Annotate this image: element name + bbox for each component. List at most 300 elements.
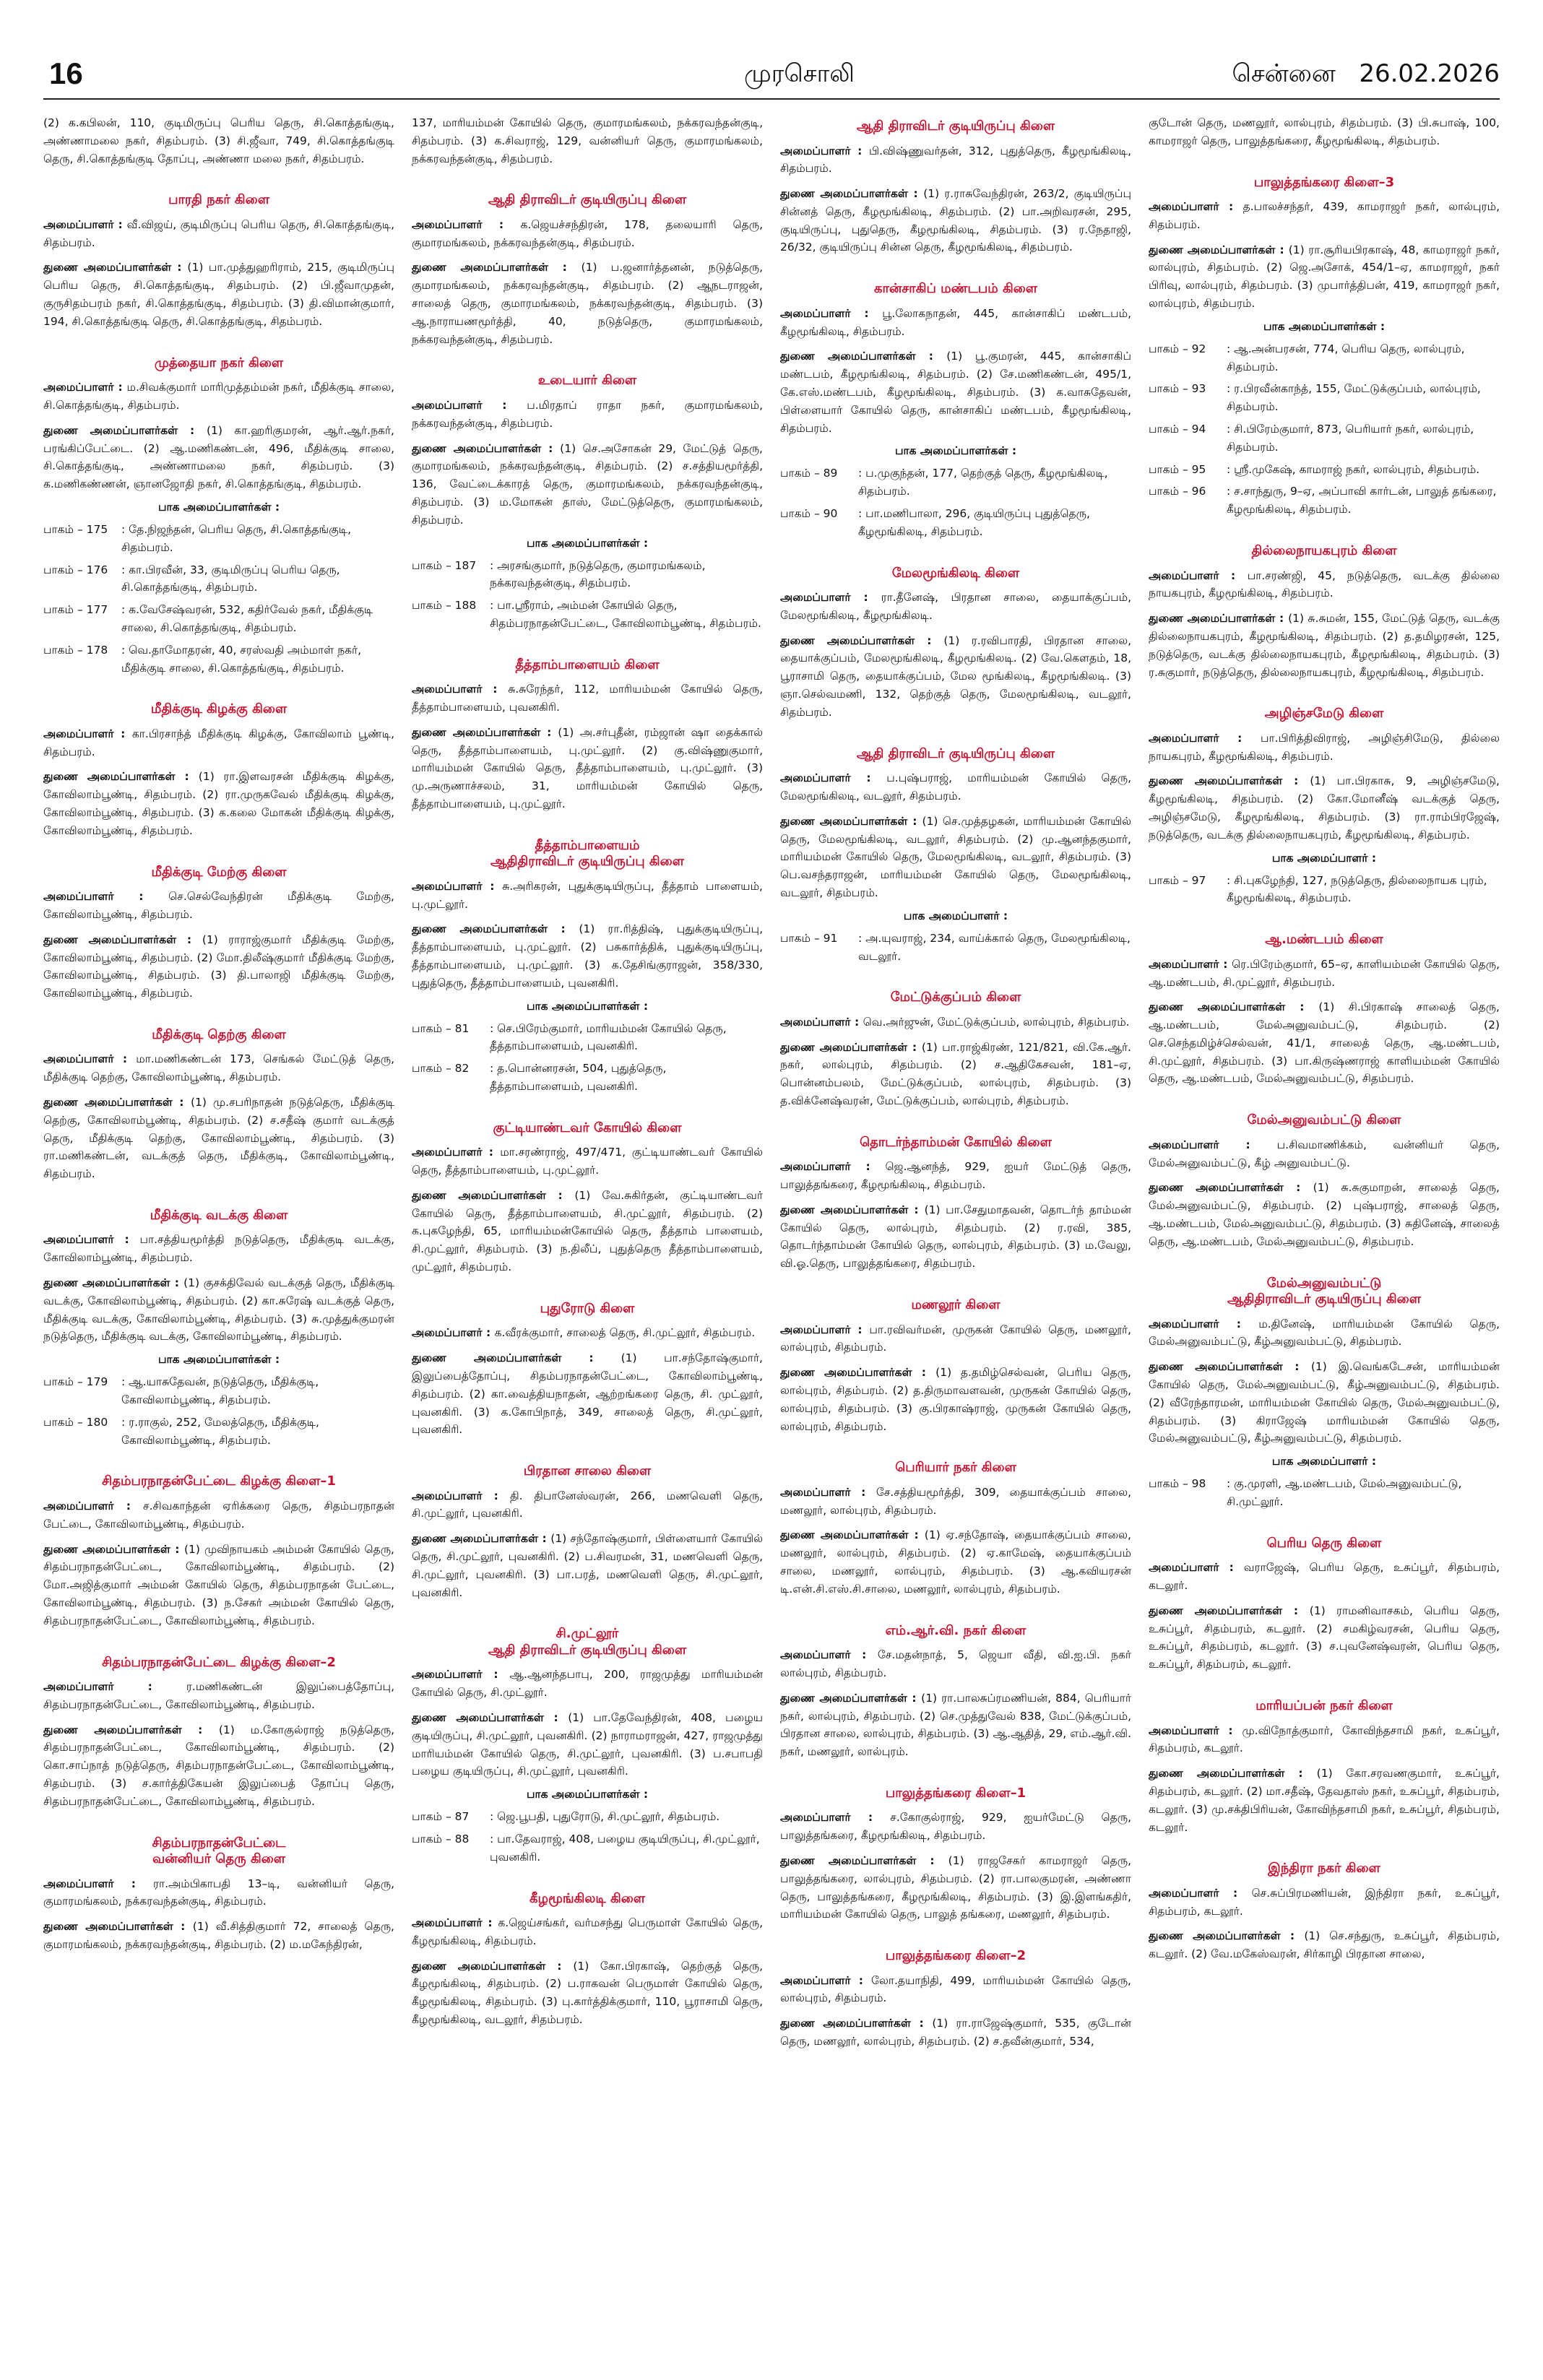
entry-text: (1) சு.சுகுமாறன், சாலைத் தெரு, மேல்அனுவம்பட்டு, சிதம்பரம். (2) புஷ்பராஜ், சாலைத் தெரு, ஆ.மண்டபம், மேல்அனுவம்பட்டு, சிதம்பரம். (3) சுதினேஷ், சாலைத் தெரு, ஆ.மண்டபம், மேல்அனுவம்பட்டு, சிதம்பரம். bbox=[1149, 1181, 1500, 1248]
entry-text: (1) கோ.சரவணகுமார், உசுப்பூர், சிதம்பரம், கடலூர். (2) மா.சதீஷ், தேவதாஸ் நகர், உசுப்பூர், சிதம்பரம், கடலூர். (3) மு.சக்திபிரியன், கோவிந்தசாமி நகர், உசுப்பூர், சிதம்பரம், கடலூர். bbox=[1149, 1767, 1500, 1834]
booth-organiser: : பா.மணிபாலா, 296, குடியிருப்பு புதுத்தெரு, கீழமூங்கிலடி, சிதம்பரம். bbox=[858, 506, 1090, 538]
sub-heading: பாக அமைப்பாளர்கள் : bbox=[157, 1353, 280, 1367]
entry-text: (1) பூ.குமரன், 445, கான்சாகிப் மண்டபம், கீழமூங்கிலடி, சிதம்பரம். (2) சே.மணிகண்டன், 495/1, கே.எஸ்.மண்டபம், கீழமூங்கிலடி, சிதம்பரம். (3) க.வாசுதேவன், பிள்ளையார் கோயில் தெரு, கான்சாகிப் மண்டபம், கீழமூங்கிலடி, சிதம்பரம். bbox=[780, 350, 1131, 435]
branch-heading bbox=[43, 1655, 394, 1671]
branch-heading bbox=[780, 1948, 1131, 1965]
entry-paragraph bbox=[43, 114, 394, 168]
branch-heading bbox=[43, 701, 394, 718]
booth-number: பாகம் – 175 bbox=[43, 522, 108, 536]
role-label: அமைப்பாளர் : bbox=[1149, 568, 1248, 582]
branch-heading-line: மணலூர் கிளை bbox=[911, 1297, 1000, 1313]
entry-paragraph bbox=[43, 1541, 394, 1630]
entry-paragraph bbox=[412, 1914, 763, 1950]
role-label: அமைப்பாளர் : bbox=[43, 727, 132, 740]
role-label: துணை அமைப்பாளர்கள் : bbox=[43, 261, 188, 274]
role-label: அமைப்பாளர் : bbox=[1149, 1561, 1244, 1575]
entry-text: மு.விநோத்குமார், கோவிந்தசாமி நகர், உசுப்பூர், சிதம்பரம், கடலூர். bbox=[1149, 1723, 1500, 1755]
branch-heading-line: மீதிக்குடி கிழக்கு கிளை bbox=[150, 701, 288, 717]
role-label: அமைப்பாளர் : bbox=[1149, 731, 1261, 745]
role-label: அமைப்பாளர் : bbox=[780, 591, 881, 605]
booth-number: பாகம் – 93 bbox=[1149, 382, 1206, 396]
role-label: துணை அமைப்பாளர்கள் : bbox=[43, 770, 199, 784]
entry-paragraph bbox=[412, 397, 763, 433]
branch-block bbox=[780, 1948, 1131, 2051]
entry-text: (1) பா.ராஜ்கிரண், 121/821, வி.கே.ஆர். நகர், லால்புரம், சிதம்பரம். (2) ச.ஆதிகேசவன், 181–ஏ, பொன்னம்பலம், மேட்டுக்குப்பம், லால்புரம், சிதம்பரம். (3) த.விக்னேஷ்வரன், மேட்டுக்குப்பம், லால்புரம், சிதம்பரம். bbox=[780, 1040, 1131, 1107]
entry-text: (1) ரா.பாலசுப்ரமணியன், 884, பெரியார் நகர், லால்புரம், சிதம்பரம். (2) செ.முத்துவேல் 838, மேட்டுக்குப்பம், பிரதான சாலை, லால்புரம், சிதம்பரம். (3) ஆ.ஆதித், 29, எம்.ஆர்.வி. நகர், மணலூர், லால்புரம். bbox=[780, 1691, 1131, 1759]
booth-organiser: : வெ.தாமோதரன், 40, சரஸ்வதி அம்மாள் நகர், மீதிக்குடி சாலை, சி.கொத்தங்குடி, சிதம்பரம். bbox=[121, 643, 362, 675]
branch-block bbox=[1149, 1698, 1500, 1836]
role-label: அமைப்பாளர் : bbox=[780, 1973, 871, 1987]
role-label: துணை அமைப்பாளர்கள் : bbox=[1149, 1604, 1310, 1617]
branch-block bbox=[1149, 706, 1500, 907]
branch-heading bbox=[43, 1474, 394, 1490]
sub-heading: பாக அமைப்பாளர்கள் : bbox=[526, 999, 649, 1013]
branch-block bbox=[412, 1120, 763, 1276]
branch-heading-line: பாலுத்தங்கரை கிளை–3 bbox=[1253, 174, 1395, 190]
entry-paragraph bbox=[1149, 998, 1500, 1088]
booth-organiser: : சி.பிரேம்குமார், 873, பெரியார் நகர், லால்புரம், சிதம்பரம். bbox=[1227, 423, 1474, 454]
role-label: அமைப்பாளர் : bbox=[43, 1052, 137, 1066]
role-label: துணை அமைப்பாளர்கள் : bbox=[412, 922, 579, 936]
branch-block bbox=[1149, 114, 1500, 150]
booth-number: பாகம் – 180 bbox=[43, 1415, 108, 1429]
entry-text: (1) ஏ.சந்தோஷ், தையாக்குப்பம் சாலை, மணலூர், லால்புரம், சிதம்பரம். (2) ஏ.காமேஷ், தையாக்குப்பம் சாலை, மணலூர், லால்புரம், சிதம்பரம். (3) ஆ.கவியரசன் டி.என்.சி.எஸ்.சி.சாலை, மணலூர், லால்புரம், சிதம்பரம். bbox=[780, 1528, 1131, 1596]
sub-heading: பாக அமைப்பாளர்கள் : bbox=[894, 444, 1017, 458]
entry-paragraph bbox=[1149, 772, 1500, 844]
entry-paragraph bbox=[412, 1143, 763, 1180]
branch-block bbox=[780, 1297, 1131, 1435]
booth-organiser: : கு.முரளி, ஆ.மண்டபம், மேல்அனுவம்பட்டு, சி.முட்லூர். bbox=[1227, 1477, 1462, 1508]
branch-heading-line: வன்னியர் தெரு கிளை bbox=[152, 1851, 286, 1867]
branch-heading bbox=[412, 1120, 763, 1137]
booth-number: பாகம் – 87 bbox=[412, 1810, 470, 1824]
entry-paragraph bbox=[780, 1972, 1131, 2008]
entry-text: (1) ரா.ராஜேஷ்குமார், 535, குடோன் தெரு, மணலூர், லால்புரம், சிதம்பரம். (2) ச.தவீன்குமார், 534, bbox=[780, 2017, 1131, 2048]
entry-paragraph bbox=[412, 216, 763, 252]
booth-number: பாகம் – 96 bbox=[1149, 485, 1206, 498]
article-columns bbox=[43, 114, 1500, 2360]
role-label: துணை அமைப்பாளர்கள் : bbox=[412, 261, 582, 274]
entry-paragraph bbox=[780, 1201, 1131, 1273]
entry-paragraph bbox=[780, 1809, 1131, 1845]
branch-heading-line: மாரியப்பன் நகர் கிளை bbox=[1255, 1698, 1393, 1714]
entry-text: பா.சரண்ஜி, 45, நடுத்தெரு, வடக்கு தில்லை நாயகபுரம், கீழமூங்கிலடி, சிதம்பரம். bbox=[1149, 568, 1500, 600]
booth-number: பாகம் – 176 bbox=[43, 563, 108, 576]
booth-row bbox=[780, 505, 1131, 541]
branch-heading-line: மீதிக்குடி தெற்கு கிளை bbox=[152, 1026, 286, 1042]
entry-paragraph bbox=[780, 632, 1131, 722]
entry-paragraph bbox=[780, 1013, 1131, 1031]
branch-heading bbox=[1149, 1276, 1500, 1308]
branch-heading bbox=[412, 657, 763, 674]
role-label: அமைப்பாளர் : bbox=[412, 1326, 495, 1340]
entry-text: க.ஜெயச்சந்திரன், 178, தலையாரி தெரு, குமாரமங்கலம், நக்கரவந்தன்குடி, சிதம்பரம். bbox=[412, 217, 763, 249]
booth-row bbox=[1149, 420, 1500, 456]
entry-text: சே.சத்தியமூர்த்தி, 309, தையாக்குப்பம் சாலை, மணலூர், லால்புரம், சிதம்பரம். bbox=[780, 1485, 1131, 1517]
role-label: துணை அமைப்பாளர்கள் : bbox=[780, 187, 924, 201]
branch-heading bbox=[1149, 932, 1500, 948]
branch-heading bbox=[780, 566, 1131, 582]
booth-row bbox=[1149, 461, 1500, 479]
branch-block bbox=[1149, 1112, 1500, 1250]
branch-heading-line: சி.முட்லூர் bbox=[556, 1626, 619, 1642]
branch-heading bbox=[1149, 1861, 1500, 1877]
branch-heading bbox=[1149, 1112, 1500, 1129]
entry-paragraph bbox=[43, 216, 394, 252]
branch-heading bbox=[412, 1891, 763, 1908]
branch-block bbox=[1149, 1861, 1500, 1963]
branch-block bbox=[1149, 175, 1500, 519]
role-label: துணை அமைப்பாளர்கள் : bbox=[1149, 1767, 1317, 1780]
entry-paragraph bbox=[43, 1918, 394, 1954]
entry-text: (1) வீ.சித்திகுமார் 72, சாலைத் தெரு, குமாரமங்கலம், நக்கரவந்தன்குடி, சிதம்பரம். (2) ம.மகேந்திரன், bbox=[43, 1920, 394, 1951]
booth-number: பாகம் – 97 bbox=[1149, 873, 1206, 887]
branch-heading-line: மேல்அனுவம்பட்டு bbox=[1266, 1275, 1382, 1291]
branch-block bbox=[43, 355, 394, 678]
entry-paragraph bbox=[780, 1646, 1131, 1682]
branch-heading bbox=[1149, 706, 1500, 722]
entry-paragraph bbox=[412, 1349, 763, 1439]
entry-paragraph bbox=[43, 888, 394, 924]
sub-heading: பாக அமைப்பாளர் : bbox=[1271, 851, 1377, 865]
role-label: துணை அமைப்பாளர்கள் : bbox=[412, 441, 561, 455]
entry-paragraph bbox=[780, 769, 1131, 805]
role-label: அமைப்பாளர் : bbox=[1149, 1317, 1259, 1330]
role-label: துணை அமைப்பாளர்கள் : bbox=[43, 1095, 191, 1109]
entry-paragraph bbox=[780, 2015, 1131, 2051]
branch-heading-line: ஆதி திராவிடர் குடியிருப்பு கிளை bbox=[488, 1642, 687, 1658]
branch-heading bbox=[43, 192, 394, 209]
role-label: அமைப்பாளர் : bbox=[43, 1877, 154, 1890]
role-label: அமைப்பாளர் : bbox=[780, 1811, 891, 1825]
branch-block bbox=[780, 990, 1131, 1109]
branch-heading-line: சிதம்பரநாதன்பேட்டை கிழக்கு கிளை–2 bbox=[102, 1654, 336, 1670]
branch-block bbox=[43, 192, 394, 330]
role-label: அமைப்பாளர் : bbox=[780, 1015, 863, 1029]
role-label: அமைப்பாளர் : bbox=[412, 683, 509, 696]
entry-text: செ.சுப்பிரமணியன், இந்திரா நகர், உசுப்பூர், சிதம்பரம், கடலூர். bbox=[1149, 1886, 1500, 1918]
role-label: துணை அமைப்பாளர்கள் : bbox=[780, 633, 944, 647]
booth-organiser: : த.பொன்னரசன், 504, புதுத்தெரு, தீத்தாம்பாளையம், புவனகிரி. bbox=[490, 1062, 667, 1093]
entry-paragraph bbox=[43, 1050, 394, 1086]
entry-text: பூ.லோகநாதன், 445, கான்சாகிப் மண்டபம், கீழமூங்கிலடி, சிதம்பரம். bbox=[780, 306, 1131, 338]
sub-heading: பாக அமைப்பாளர்கள் : bbox=[526, 1788, 649, 1801]
booth-organiser: : செ.பிரேம்குமார், மாரியம்மன் கோயில் தெரு, தீத்தாம்பாளையம், புவனகிரி. bbox=[490, 1021, 727, 1053]
entry-text: (1) குசக்திவேல் வடக்குத் தெரு, மீதிக்குடி வடக்கு, கோவிலாம்பூண்டி, சிதம்பரம். (2) கா.சுரேஷ் வடக்குத் தெரு, மீதிக்குடி வடக்கு, கோவிலாம்பூண்டி, சிதம்பரம். (3) சு.முத்துக்குமரன் நடுத்தெரு, மீதிக்குடி வடக்கு, கோவிலாம்பூண்டி, சிதம்பரம். bbox=[43, 1276, 394, 1343]
column-2 bbox=[412, 114, 763, 2360]
entry-text: ச.கோகுல்ராஜ், 929, ஐயர்மேட்டு தெரு, பாலுத்தங்கரை, கீழமூங்கிலடி, சிதம்பரம். bbox=[780, 1811, 1131, 1843]
entry-paragraph bbox=[1149, 956, 1500, 992]
entry-text: (1) ம.கோகுல்ராஜ் நடுத்தெரு, சிதம்பரநாதன்பேட்டை, கோவிலாம்பூண்டி, சிதம்பரம். (2) கொ.சாப்நாத் நடுத்தெரு, சிதம்பரநாதன்பேட்டை, கோவிலாம்பூண்டி, சிதம்பரம். (3) ச.கார்த்திகேயன் இலுப்பைத் தோப்பு தெரு, சிதம்பரநாதன்பேட்டை, கோவிலாம்பூண்டி, சிதம்பரம். bbox=[43, 1723, 394, 1808]
header-rule bbox=[43, 98, 1500, 100]
role-label: துணை அமைப்பாளர்கள் : bbox=[43, 423, 207, 437]
entry-paragraph bbox=[780, 1321, 1131, 1357]
branch-block bbox=[780, 566, 1131, 722]
sub-heading: பாக அமைப்பாளர்கள் : bbox=[1263, 319, 1386, 333]
role-label: அமைப்பாளர் : bbox=[780, 144, 869, 157]
booth-row bbox=[780, 930, 1131, 966]
entry-text: வீ.விஜய், குடிமிருப்பு பெரிய தெரு, சி.கொத்தங்குடி, சிதம்பரம். bbox=[43, 217, 394, 249]
role-label: அமைப்பாளர் : bbox=[1149, 1886, 1252, 1900]
entry-text: ஜெ.ஆனந்த், 929, ஐயர் மேட்டுத் தெரு, பாலுத்தங்கரை, கீழமூங்கிலடி, சிதம்பரம். bbox=[780, 1160, 1131, 1192]
entry-paragraph bbox=[1149, 1358, 1500, 1448]
city: சென்னை bbox=[1232, 59, 1336, 88]
column-4 bbox=[1149, 114, 1500, 2360]
entry-text: ரா.தீனேஷ், பிரதான சாலை, தையாக்குப்பம், மேலமூங்கிலடி, கீழமூங்கிலடி. bbox=[780, 591, 1131, 622]
entry-text: ம.தினேஷ், மாரியம்மன் கோயில் தெரு, மேல்அனுவம்பட்டு, கீழ்அனுவம்பட்டு, சிதம்பரம். bbox=[1149, 1317, 1500, 1349]
booth-row bbox=[43, 1373, 394, 1409]
branch-block bbox=[412, 1891, 763, 2029]
entry-paragraph bbox=[412, 114, 763, 168]
booth-number: பாகம் – 92 bbox=[1149, 342, 1206, 355]
branch-block bbox=[412, 1301, 763, 1439]
role-label: துணை அமைப்பாளர்கள் : bbox=[1149, 1929, 1305, 1943]
sub-heading: பாக அமைப்பாளர் : bbox=[903, 909, 1008, 922]
branch-block bbox=[780, 1623, 1131, 1761]
entry-paragraph bbox=[1149, 730, 1500, 766]
entry-text: சு.சுரேந்தர், 112, மாரியம்மன் கோயில் தெரு, தீத்தாம்பாளையம், புவனகிரி. bbox=[412, 683, 763, 714]
branch-heading bbox=[780, 1135, 1131, 1151]
branch-heading-line: மீதிக்குடி மேற்கு கிளை bbox=[151, 864, 287, 880]
sub-heading: பாக அமைப்பாளர்கள் : bbox=[157, 500, 280, 514]
entry-paragraph bbox=[780, 813, 1131, 902]
booth-organiser: : ஜெ.பூபதி, புதுரோடு, சி.முட்லூர், சிதம்பரம். bbox=[490, 1810, 720, 1824]
branch-heading bbox=[412, 373, 763, 389]
branch-heading bbox=[1149, 1536, 1500, 1552]
branch-heading-line: பிரதான சாலை கிளை bbox=[523, 1463, 652, 1479]
entry-paragraph bbox=[780, 1364, 1131, 1435]
entry-paragraph bbox=[780, 1158, 1131, 1194]
role-label: அமைப்பாளர் : bbox=[780, 1485, 876, 1499]
branch-heading bbox=[412, 1301, 763, 1317]
booth-organiser: : ப.முகுந்தன், 177, தெற்குத் தெரு, கீழமூங்கிலடி, சிதம்பரம். bbox=[858, 467, 1108, 498]
entry-text: மா.மணிகண்டன் 173, செங்கல் மேட்டுத் தெரு, மீதிக்குடி தெற்கு, கோவிலாம்பூண்டி, சிதம்பரம். bbox=[43, 1052, 394, 1084]
role-label: அமைப்பாளர் : bbox=[43, 1680, 186, 1694]
entry-paragraph bbox=[43, 259, 394, 330]
branch-block bbox=[412, 1463, 763, 1601]
branch-heading bbox=[43, 355, 394, 372]
column-3 bbox=[780, 114, 1131, 2360]
entry-text: (1) இ.வெங்கடேசன், மாரியம்மன் கோயில் தெரு, மேல்அனுவம்பட்டு, கீழ்அனுவம்பட்டு, சிதம்பரம். (2) வீரேந்தாரமன், மாரியம்மன் கோயில் தெரு, மேல்அனுவம்பட்டு, சிதம்பரம். (3) கிராஜேஷ் மாரியம்மன் கோயில் தெரு, மேல்அனுவம்பட்டு, கீழ்அனுவம்பட்டு, சிதம்பரம். bbox=[1149, 1360, 1500, 1445]
booth-number: பாகம் – 88 bbox=[412, 1832, 470, 1845]
entry-text: ப.சிவமாணிக்கம், வன்னியர் தெரு, மேல்அனுவம்பட்டு, கீழ் அனுவம்பட்டு. bbox=[1149, 1138, 1500, 1169]
branch-block bbox=[1149, 1276, 1500, 1511]
role-label: அமைப்பாளர் : bbox=[780, 306, 883, 320]
entry-text: (1) ராராஜ்குமார் மீதிக்குடி மேற்கு, கோவிலாம்பூண்டி, சிதம்பரம். (2) மோ.திலீஷ்குமார் மீதிக்குடி மேற்கு, கோவிலாம்பூண்டி, சிதம்பரம். (3) தி.பாலாஜி மீதிக்குடி மேற்கு, கோவிலாம்பூண்டி, சிதம்பரம். bbox=[43, 932, 394, 1000]
branch-heading-line: தில்லைநாயகபுரம் கிளை bbox=[1251, 543, 1397, 559]
branch-block bbox=[43, 1027, 394, 1183]
entry-text: (1) பா.முத்துஹரிராம், 215, குடிமிருப்பு பெரிய தெரு, சி.கொத்தங்குடி, சிதம்பரம். (2) பி.ஜீவாமுதன், குருசிதம்பரம் நகர், சி.கொத்தங்குடி, சிதம்பரம். (3) தி.விமான்குமார், 194, சி.கொத்தங்குடி தெரு, சி.கொத்தங்குடி, சிதம்பரம். bbox=[43, 261, 394, 328]
branch-heading-line: தொடர்ந்தாம்மன் கோயில் கிளை bbox=[860, 1134, 1052, 1150]
entry-text: ஆ.ஆனந்தபாபு, 200, ராஜமுத்து மாரியம்மன் கோயில் தெரு, சி.முட்லூர். bbox=[412, 1668, 763, 1700]
role-label: துணை அமைப்பாளர்கள் : bbox=[780, 1040, 922, 1054]
role-label: துணை அமைப்பாளர்கள் : bbox=[412, 1532, 551, 1546]
branch-heading-line: ஆதிதிராவிடர் குடியிருப்பு கிளை bbox=[490, 854, 684, 870]
branch-heading bbox=[780, 1786, 1131, 1802]
booth-row bbox=[412, 597, 763, 633]
role-label: அமைப்பாளர் : bbox=[1149, 200, 1243, 214]
branch-block bbox=[43, 1835, 394, 1954]
booth-organiser: : தே.நிஜந்தன், பெரிய தெரு, சி.கொத்தங்குடி, சிதம்பரம். bbox=[121, 522, 352, 554]
role-label: அமைப்பாளர் : bbox=[43, 217, 127, 231]
booth-row bbox=[412, 1060, 763, 1096]
branch-heading bbox=[780, 1623, 1131, 1640]
entry-text: ர.மணிகண்டன் இலுப்பைத்தோப்பு, சிதம்பரநாதன்பேட்டை, கோவிலாம்பூண்டி, சிதம்பரம். bbox=[43, 1680, 394, 1711]
role-label: துணை அமைப்பாளர்கள் : bbox=[43, 1276, 184, 1290]
entry-text: லோ.தயாநிதி, 499, மாரியம்மன் கோயில் தெரு, லால்புரம், சிதம்பரம். bbox=[780, 1973, 1131, 2005]
booth-organiser: : ச.சாந்துரு, 9–ஏ, அப்பாவி கார்டன், பாலுத் தங்கரை, கீழமூங்கிலடி, சிதம்பரம். bbox=[1227, 485, 1497, 516]
entry-paragraph bbox=[43, 1094, 394, 1183]
entry-text: 137, மாரியம்மன் கோயில் தெரு, குமாரமங்கலம், நக்கரவந்தன்குடி, சிதம்பரம். (3) க.சிவராஜ், 129, வன்னியர் தெரு, குமாரமங்கலம், நக்கரவந்தன்குடி, சிதம்பரம். bbox=[412, 116, 763, 165]
entry-text: பா.சத்தியமூர்த்தி நடுத்தெரு, மீதிக்குடி வடக்கு, கோவிலாம்பூண்டி, சிதம்பரம். bbox=[43, 1233, 394, 1265]
branch-block bbox=[412, 657, 763, 813]
branch-heading bbox=[43, 1027, 394, 1044]
entry-text: க.ஜெய்சங்கர், வர்மசந்து பெருமாள் கோயில் தெரு, கீழமூங்கிலடி, சிதம்பரம். bbox=[412, 1916, 763, 1947]
booth-organiser: : ர.பிரவீன்காந்த், 155, மேட்டுக்குப்பம், லால்புரம், சிதம்பரம். bbox=[1227, 382, 1481, 414]
date: 26.02.2026 bbox=[1359, 59, 1500, 88]
entry-paragraph bbox=[1149, 610, 1500, 681]
branch-heading-line: தீத்தாம்பாளையம் கிளை bbox=[515, 657, 660, 672]
entry-text: க.வீரக்குமார், சாலைத் தெரு, சி.முட்லூர், சிதம்பரம். bbox=[494, 1326, 756, 1340]
branch-heading-line: ஆதி திராவிடர் குடியிருப்பு கிளை bbox=[488, 192, 687, 208]
branch-heading bbox=[43, 1208, 394, 1224]
branch-block bbox=[43, 1474, 394, 1630]
role-label: அமைப்பாளர் : bbox=[780, 1323, 870, 1336]
entry-text: வராஜேஷ், பெரிய தெரு, உசுப்பூர், சிதம்பரம், கடலூர். bbox=[1149, 1561, 1500, 1593]
role-label: துணை அமைப்பாளர்கள் : bbox=[1149, 774, 1310, 788]
entry-text: (1) ர.ராசுவேந்திரன், 263/2, குடியிருப்பு சின்னத் தெரு, கீழமூங்கிலடி, சிதம்பரம். (2) பா.அறிவரசன், 295, குடியிருப்பு, புதுதெரு, கீழமூங்கிலடி, சிதம்பரம். (3) ர.நேதாஜி, 26/32, குடியிருப்பு சின்ன தெரு, கீழமூங்கிலடி, சிதம்பரம். bbox=[780, 187, 1131, 254]
role-label: துணை அமைப்பாளர்கள் : bbox=[780, 350, 947, 363]
entry-paragraph bbox=[1149, 241, 1500, 313]
entry-text: வெ.அர்ஜுன், மேட்டுக்குப்பம், லால்புரம், சிதம்பரம். bbox=[863, 1015, 1130, 1029]
role-label: துணை அமைப்பாளர்கள் : bbox=[1149, 1181, 1313, 1195]
sub-heading: பாக அமைப்பாளர் : bbox=[1271, 1455, 1377, 1468]
entry-paragraph bbox=[43, 378, 394, 415]
booth-number: பாகம் – 94 bbox=[1149, 423, 1206, 436]
branch-heading-line: மீதிக்குடி வடக்கு கிளை bbox=[150, 1207, 288, 1223]
role-label: அமைப்பாளர் : bbox=[412, 217, 521, 231]
entry-text: (1) மு.சபரிநாதன் நடுத்தெரு, மீதிக்குடி தெற்கு, கோவிலாம்பூண்டி, சிதம்பரம். (2) ச.சதீஷ் குமார் வடக்குத் தெரு, மீதிக்குடி தெற்கு, கோவிலாம்பூண்டி, சிதம்பரம். (3) ரா.மணிகண்டன், வடக்குத் தெரு, மீதிக்குடி, கோவிலாம்பூண்டி, சிதம்பரம். bbox=[43, 1095, 394, 1181]
booth-number: பாகம் – 187 bbox=[412, 558, 477, 572]
branch-heading bbox=[780, 118, 1131, 135]
branch-heading-line: தீத்தாம்பாளையம் bbox=[535, 837, 640, 853]
entry-text: (1) பா.சேதுமாதவன், தொடர்ந் தாம்மன் கோயில் தெரு, லால்புரம், சிதம்பரம். (2) ர.ரவி, 385, தொடர்ந்தாம்மன் கோயில் தெரு, லால்புரம், சிதம்பரம். (3) ம.வேலு, வி.ஓ.தெரு, பாலுத்தங்கரை, சிதம்பரம். bbox=[780, 1203, 1131, 1271]
branch-block bbox=[780, 118, 1131, 256]
entry-text: (1) முவிநாயகம் அம்மன் கோயில் தெரு, சிதம்பரநாதன்பேட்டை, கோவிலாம்பூண்டி, சிதம்பரம். (2) மோ.அஜித்குமார் அம்மன் கோயில் தெரு, சிதம்பரநாதன் பேட்டை, கோவிலாம்பூண்டி, சிதம்பரம். (3) ந.சேகர் அம்மன் கோயில் தெரு, சிதம்பரநாதன்பேட்டை, கோவிலாம்பூண்டி, சிதம்பரம். bbox=[43, 1542, 394, 1627]
branch-heading-line: பாலுத்தங்கரை கிளை–1 bbox=[885, 1785, 1026, 1801]
branch-heading bbox=[412, 1626, 763, 1658]
booth-number: பாகம் – 179 bbox=[43, 1375, 108, 1389]
booth-row bbox=[43, 521, 394, 557]
role-label: துணை அமைப்பாளர்கள் : bbox=[1149, 243, 1289, 256]
role-label: அமைப்பாளர் : bbox=[1149, 1138, 1277, 1151]
dateline bbox=[1232, 59, 1500, 91]
role-label: துணை அமைப்பாளர்கள் : bbox=[780, 2017, 933, 2030]
branch-heading-line: அழிஞ்சமேடு கிளை bbox=[1264, 706, 1384, 722]
role-label: அமைப்பாளர் : bbox=[1149, 1723, 1242, 1737]
role-label: அமைப்பாளர் : bbox=[43, 1499, 143, 1513]
entry-text: ரா.அம்பிகாபதி 13–டி, வன்னியர் தெரு, குமாரமங்கலம், நக்கரவந்தன்குடி, சிதம்பரம். bbox=[43, 1877, 394, 1908]
role-label: அமைப்பாளர் : bbox=[1149, 957, 1232, 971]
role-label: துணை அமைப்பாளர்கள் : bbox=[412, 1959, 574, 1973]
entry-text: மா.சரண்ராஜ், 497/471, குட்டியாண்டவர் கோயில் தெரு, தீத்தாம்பாளையம், பு.முட்லூர். bbox=[412, 1146, 763, 1177]
booth-number: பாகம் – 177 bbox=[43, 603, 108, 617]
branch-heading-line: ஆ.மண்டபம் கிளை bbox=[1265, 932, 1383, 948]
branch-heading-line: மேட்டுக்குப்பம் கிளை bbox=[890, 990, 1021, 1005]
branch-heading bbox=[1149, 175, 1500, 191]
booth-organiser: : கா.பிரவீன், 33, குடிமிருப்பு பெரிய தெரு, சி.கொத்தங்குடி, சிதம்பரம். bbox=[121, 563, 340, 594]
entry-text: (1) சந்தோஷ்குமார், பிள்ளையார் கோயில் தெரு, சி.முட்லூர், புவனகிரி. (2) ப.சிவரமன், 31, மணவெளி தெரு, சி.முட்லூர், புவனகிரி. (3) பா.பரத், மணவெளி தெரு, சி.முட்லூர், புவனகிரி. bbox=[412, 1532, 763, 1599]
role-label: அமைப்பாளர் : bbox=[412, 1916, 498, 1930]
entry-text: சே.மதன்நாத், 5, ஜெயா வீதி, வி.ஐ.பி. நகர் லால்புரம், சிதம்பரம். bbox=[780, 1648, 1131, 1679]
booth-row bbox=[412, 557, 763, 593]
entry-text: குடோன் தெரு, மணலூர், லால்புரம், சிதம்பரம். (3) பி.சுபாஷ், 100, காமராஜர் தெரு, பாலுத்தங்கரை, கீழமூங்கிலடி, சிதம்பரம். bbox=[1149, 116, 1500, 147]
booth-number: பாகம் – 91 bbox=[780, 931, 838, 945]
role-label: அமைப்பாளர் : bbox=[780, 1160, 886, 1174]
booth-organiser: : அரசங்குமார், நடுத்தெரு, குமாரமங்கலம், நக்கரவந்தன்குடி, சிதம்பரம். bbox=[490, 558, 706, 590]
column-1 bbox=[43, 114, 394, 2360]
entry-text: (1) கா.ஹரிகுமரன், ஆர்.ஆர்.நகர், பரங்கிப்பேட்டை. (2) ஆ.மணிகண்டன், 496, மீதிக்குடி சாலை, சி.கொத்தங்குடி, அண்ணாமலை நகர், சிதம்பரம். (3) க.மணிகண்ணன், ஞானஜோதி நகர், சி.கொத்தங்குடி, சிதம்பரம். bbox=[43, 423, 394, 491]
branch-heading-line: பாலுத்தங்கரை கிளை–2 bbox=[885, 1948, 1026, 1964]
booth-organiser: : ர.ராகுல், 252, மேலத்தெரு, மீதிக்குடி, கோவிலாம்பூண்டி, சிதம்பரம். bbox=[121, 1415, 319, 1447]
branch-heading-line: ஆதி திராவிடர் குடியிருப்பு கிளை bbox=[856, 118, 1055, 134]
entry-text: (1) ரா.இளவரசன் மீதிக்குடி கிழக்கு, கோவிலாம்பூண்டி, சிதம்பரம். (2) ரா.முருகவேல் மீதிக்குடி கிழக்கு, கோவிலாம்பூண்டி, சிதம்பரம். (3) க.கலை மோகன் மீதிக்குடி கிழக்கு, கோவிலாம்பூண்டி, சிதம்பரம். bbox=[43, 770, 394, 837]
entry-paragraph bbox=[412, 259, 763, 348]
branch-heading-line: ஆதி திராவிடர் குடியிருப்பு கிளை bbox=[856, 745, 1055, 761]
entry-paragraph bbox=[43, 768, 394, 839]
entry-paragraph bbox=[412, 878, 763, 914]
entry-paragraph bbox=[412, 1666, 763, 1702]
branch-heading-line: குட்டியாண்டவர் கோயில் கிளை bbox=[493, 1120, 682, 1135]
role-label: அமைப்பாளர் : bbox=[43, 1233, 140, 1247]
branch-block bbox=[412, 838, 763, 1096]
sub-heading: பாக அமைப்பாளர்கள் : bbox=[526, 536, 649, 550]
branch-heading bbox=[1149, 543, 1500, 560]
entry-paragraph bbox=[1149, 1722, 1500, 1758]
entry-text: தி. திபானேஸ்வரன், 266, மணவெளி தெரு, சி.முட்லூர், புவனகிரி. bbox=[412, 1489, 763, 1520]
entry-paragraph bbox=[1149, 114, 1500, 150]
booth-organiser: : அ.யுவராஜ், 234, வாய்க்கால் தெரு, மேலமூங்கிலடி, வடலூர். bbox=[858, 931, 1131, 963]
role-label: துணை அமைப்பாளர்கள் : bbox=[1149, 1360, 1311, 1374]
entry-text: (1) செ.முத்தழகன், மாரியம்மன் கோயில் தெரு, மேலமூங்கிலடி, வடலூர், சிதம்பரம். (2) மு.ஆனந்தகுமார், மாரியம்மன் கோயில் தெரு, மேலமூங்கிலடி, வடலூர், சிதம்பரம். (3) பெ.வசந்தராஜன், மாரியம்மன் கோயில் தெரு, மேலமூங்கிலடி, வடலூர், சிதம்பரம். bbox=[780, 814, 1131, 899]
entry-paragraph bbox=[780, 142, 1131, 178]
entry-text: (1) த.தமிழ்செல்வன், பெரிய தெரு, லால்புரம், சிதம்பரம். (2) த.திருமாவளவன், முருகன் கோயில் தெரு, லால்புரம், சிதம்பரம். (3) கு.பிரகாஷ்ராஜ், முருகன் கோயில் தெரு, லால்புரம், சிதம்பரம். bbox=[780, 1366, 1131, 1433]
entry-paragraph bbox=[780, 589, 1131, 625]
booth-row bbox=[780, 464, 1131, 501]
booth-row bbox=[43, 1414, 394, 1450]
branch-block bbox=[780, 281, 1131, 540]
entry-paragraph bbox=[780, 347, 1131, 437]
entry-paragraph bbox=[1149, 1559, 1500, 1595]
entry-paragraph bbox=[1149, 1136, 1500, 1172]
role-label: அமைப்பாளர் : bbox=[43, 381, 127, 394]
entry-text: பா.பிரித்திவிராஜ், அழிஞ்சிமேடு, தில்லை நாயகபுரம், கீழமூங்கிலடி, சிதம்பரம். bbox=[1149, 731, 1500, 763]
role-label: துணை அமைப்பாளர்கள் : bbox=[780, 1528, 925, 1542]
booth-number: பாகம் – 178 bbox=[43, 643, 108, 657]
booth-row bbox=[43, 641, 394, 678]
entry-paragraph bbox=[780, 1526, 1131, 1598]
entry-text: கா.பிரசாந்த் மீதிக்குடி கிழக்கு, கோவிலாம் பூண்டி, சிதம்பரம். bbox=[43, 727, 394, 758]
entry-text: ம.சிவக்குமார் மாரிமுத்தம்மன் நகர், மீதிக்குடி சாலை, சி.கொத்தங்குடி, சிதம்பரம். bbox=[43, 381, 394, 412]
entry-paragraph bbox=[1149, 1927, 1500, 1963]
branch-block bbox=[412, 1626, 763, 1866]
branch-heading-line: உடையார் கிளை bbox=[537, 373, 637, 389]
branch-heading-line: சிதம்பரநாதன்பேட்டை bbox=[152, 1835, 286, 1851]
booth-organiser: : பா.ஸ்ரீராம், அம்மன் கோயில் தெரு, சிதம்பரநாதன்பேட்டை, கோவிலாம்பூண்டி, சிதம்பரம். bbox=[490, 599, 761, 630]
entry-text: (1) ர.ரவிபாரதி, பிரதான சாலை, தையாக்குப்பம், மேலமூங்கிலடி, கீழமூங்கிலடி. (2) வே.கௌதம், 18, பூராசாமி தெரு, தையாக்குப்பம், மேல மூங்கிலடி, கீழமூங்கிலடி. (3) ஞா.செல்வமணி, 132, தெற்குத் தெரு, மேலமூங்கிலடி, வடலூர், சிதம்பரம். bbox=[780, 633, 1131, 719]
entry-paragraph bbox=[1149, 1602, 1500, 1674]
role-label: துணை அமைப்பாளர்கள் : bbox=[412, 1188, 575, 1202]
